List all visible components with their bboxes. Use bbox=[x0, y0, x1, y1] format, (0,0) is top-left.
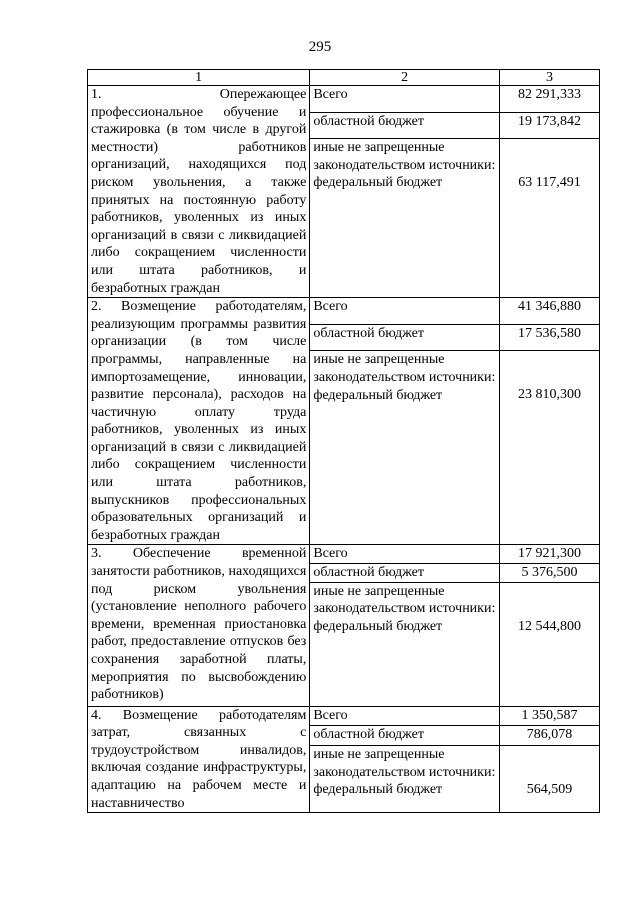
source-label-other: иные не запрещенные законодательством источники: федеральный бюджет bbox=[310, 582, 500, 706]
source-value-regional: 786,078 bbox=[500, 726, 600, 746]
table-row bbox=[88, 706, 600, 726]
source-label-regional: областной бюджет bbox=[310, 564, 500, 583]
source-label-total: Всего bbox=[310, 706, 500, 726]
source-value-total: 1 350,587 bbox=[500, 706, 600, 726]
measure-description: 2. Возмещение работодателям, реализующим программы развития организации (в том числе программы, направленные на импортозамещение, инновации, развитие персонала), расходов на частичную оплату труда работников, уволенных из иных организаций в связи с ликвидацией либо сокращением численности или штата работников, выпускников профессиональных образовательных организаций и безработных граждан bbox=[88, 298, 310, 545]
table-row bbox=[88, 86, 600, 113]
federal-value: 12 544,800 bbox=[518, 618, 582, 634]
source-label-total: Всего bbox=[310, 545, 500, 564]
measure-description: 4. Возмещение работодателям затрат, связанных с трудоустройством инвалидов, включая создание инфраструктуры, адаптацию на рабочем месте и наставничество bbox=[88, 706, 310, 813]
source-label-regional: областной бюджет bbox=[310, 324, 500, 351]
source-value-federal bbox=[500, 746, 600, 813]
source-label-other: иные не запрещенные законодательством источники: федеральный бюджет bbox=[310, 351, 500, 545]
page-number: 295 bbox=[308, 39, 332, 55]
measure-description: 3. Обеспечение временной занятости работников, находящихся под риском увольнения (установление неполного рабочего времени, временная приостановка работ, предоставление отпусков без сохранения заработной платы, мероприятия по высвобождению работников) bbox=[88, 545, 310, 706]
source-label-total: Всего bbox=[310, 298, 500, 325]
measure-description: 1. Опережающее профессиональное обучение и стажировка (в том числе в другой местности) работников организаций, находящихся под риском увольнения, а также принятых на постоянную работу работников, уволенных из иных организаций в связи с ликвидацией либо сокращением численности или штата работников, и безработных граждан bbox=[88, 86, 310, 298]
source-value-federal bbox=[500, 582, 600, 706]
source-value-regional: 17 536,580 bbox=[500, 324, 600, 351]
column-header-2: 2 bbox=[310, 70, 500, 86]
source-value-total: 41 346,880 bbox=[500, 298, 600, 325]
source-label-regional: областной бюджет bbox=[310, 112, 500, 139]
source-value-regional: 5 376,500 bbox=[500, 564, 600, 583]
column-header-1: 1 bbox=[88, 70, 310, 86]
source-label-total: Всего bbox=[310, 86, 500, 113]
column-header-3: 3 bbox=[500, 70, 600, 86]
source-value-federal bbox=[500, 351, 600, 545]
table-header-row bbox=[88, 70, 600, 86]
source-label-regional: областной бюджет bbox=[310, 726, 500, 746]
federal-value: 23 810,300 bbox=[518, 387, 582, 403]
funding-table bbox=[87, 69, 600, 813]
source-value-total: 17 921,300 bbox=[500, 545, 600, 564]
source-value-regional: 19 173,842 bbox=[500, 112, 600, 139]
source-label-other: иные не запрещенные законодательством источники: федеральный бюджет bbox=[310, 746, 500, 813]
table-row bbox=[88, 298, 600, 325]
source-value-federal bbox=[500, 139, 600, 298]
source-label-other: иные не запрещенные законодательством источники: федеральный бюджет bbox=[310, 139, 500, 298]
source-value-total: 82 291,333 bbox=[500, 86, 600, 113]
table-row bbox=[88, 545, 600, 564]
federal-value: 63 117,491 bbox=[518, 175, 581, 191]
federal-value: 564,509 bbox=[526, 782, 573, 798]
